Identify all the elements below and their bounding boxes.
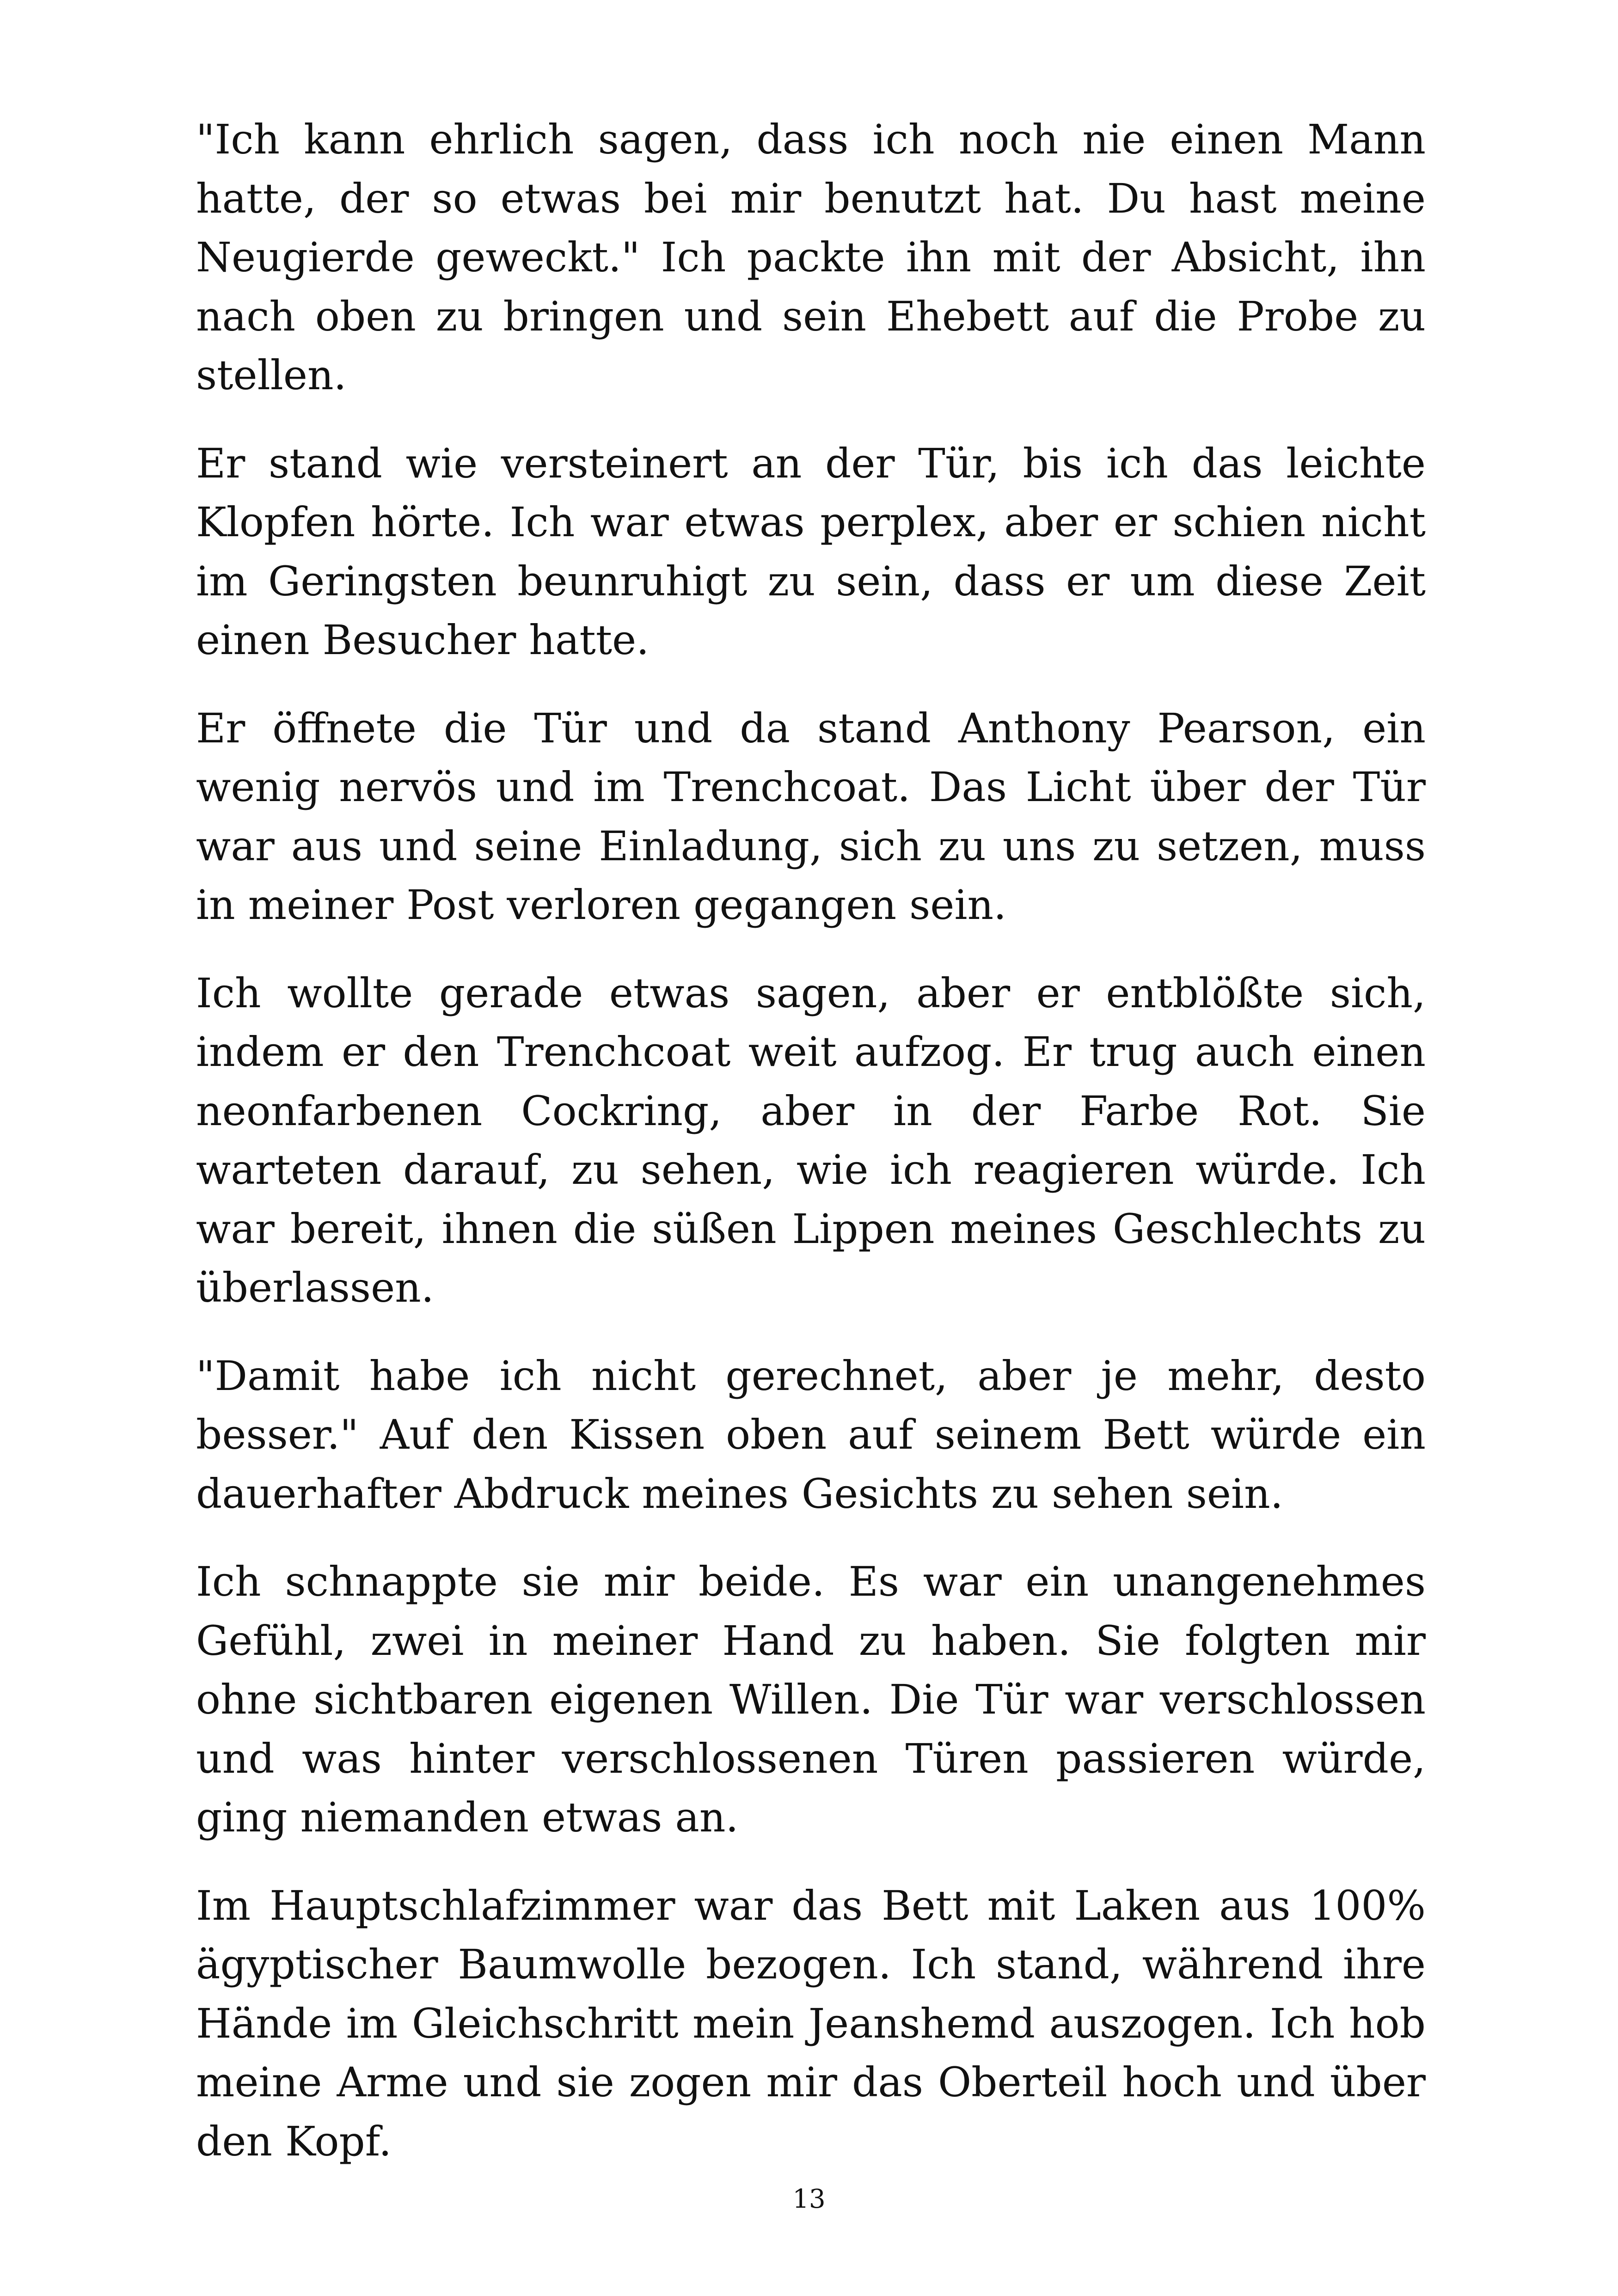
paragraph-4: Ich wollte gerade etwas sagen, aber er entblößte sich, indem er den Trenchcoat weit aufzog. Er trug auch einen neonfarbenen Cockring, aber in der Farbe Rot. Sie warteten darauf, zu sehen, wie ich reagieren würde. Ich war bereit, ihnen die süßen Lippen meines Geschlechts zu überlassen. bbox=[196, 969, 1426, 1311]
paragraph-5: "Damit habe ich nicht gerechnet, aber je mehr, desto besser." Auf den Kissen oben auf seinem Bett würde ein dauerhafter Abdruck meines Gesichts zu sehen sein. bbox=[196, 1352, 1426, 1518]
paragraph-2: Er stand wie versteinert an der Tür, bis ich das leichte Klopfen hörte. Ich war etwas perplex, aber er schien nicht im Geringsten beunruhigt zu sein, dass er um diese Zeit einen Besucher hatte. bbox=[196, 439, 1426, 664]
body-text bbox=[196, 110, 1426, 2200]
paragraph-1: "Ich kann ehrlich sagen, dass ich noch nie einen Mann hatte, der so etwas bei mir benutzt hat. Du hast meine Neugierde geweckt." Ich packte ihn mit der Absicht, ihn nach oben zu bringen und sein Ehebett auf die Probe zu stellen. bbox=[196, 116, 1426, 399]
paragraph-7: Im Hauptschlafzimmer war das Bett mit Laken aus 100% ägyptischer Baumwolle bezogen. Ich stand, während ihre Hände im Gleichschritt mein Jeanshemd auszogen. Ich hob meine Arme und sie zogen mir das Oberteil hoch und über den Kopf. bbox=[196, 1881, 1426, 2165]
page-number: 13 bbox=[792, 2184, 826, 2214]
paragraph-6: Ich schnappte sie mir beide. Es war ein unangenehmes Gefühl, zwei in meiner Hand zu haben. Sie folgten mir ohne sichtbaren eigenen Willen. Die Tür war verschlossen und was hinter verschlossenen Türen passieren würde, ging niemanden etwas an. bbox=[196, 1558, 1426, 1841]
paragraph-3: Er öffnete die Tür und da stand Anthony Pearson, ein wenig nervös und im Trenchcoat. Das Licht über der Tür war aus und seine Einladung, sich zu uns zu setzen, muss in meiner Post verloren gegangen sein. bbox=[196, 704, 1426, 929]
